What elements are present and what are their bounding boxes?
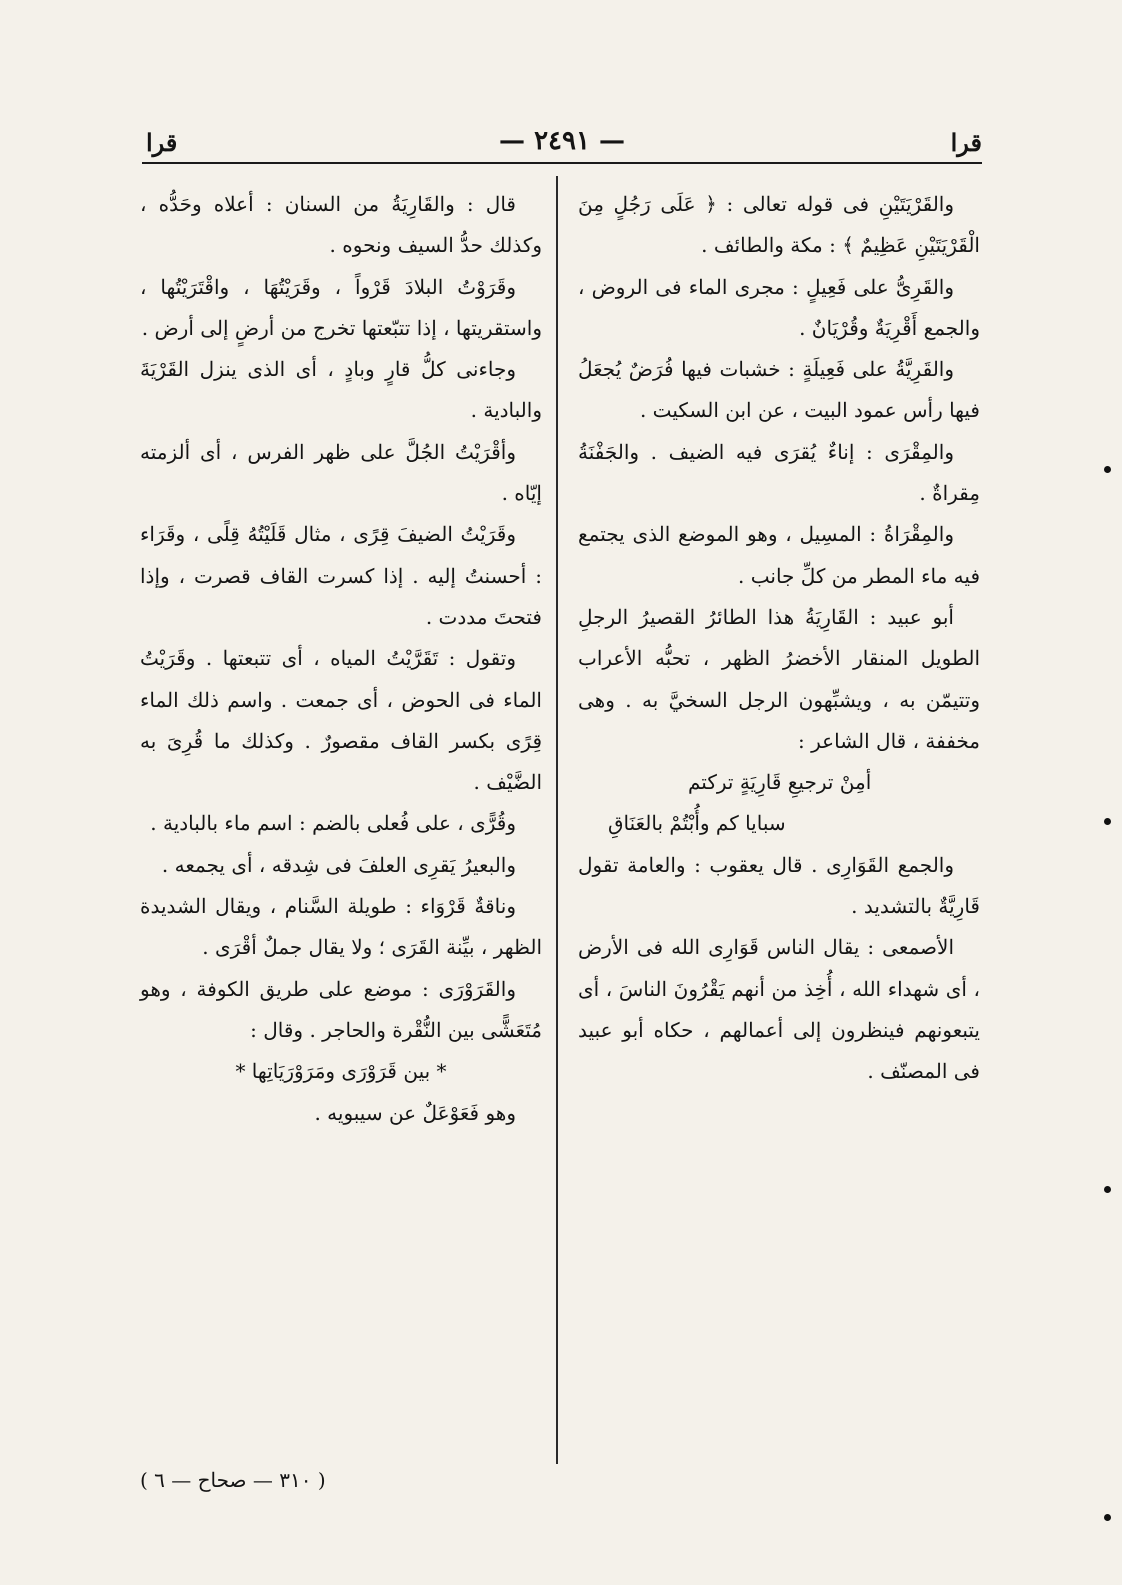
left-column xyxy=(140,184,542,1134)
margin-dot-mark xyxy=(1104,466,1111,473)
entry-paragraph: والقَرْيَتَيْنِ فى قوله تعالى : ﴿ عَلَى رَجُلٍ مِنَ الْقَرْيَتَيْنِ عَظِيمٌ ﴾ : مكة والطائف . xyxy=(578,192,980,258)
margin-dot-mark xyxy=(1104,1186,1111,1193)
entry-paragraph: قال : والقَارِيَةُ من السنان : أعلاه وحَدُّه ، وكذلك حدُّ السيف ونحوه . xyxy=(140,192,542,258)
entry-paragraph: وأقْرَيْتُ الجُلَّ على ظهر الفرس ، أى ألزمته إيّاه . xyxy=(140,439,542,506)
entry-paragraph: والقَرِيَّةُ على فَعِيلَةٍ : خشبات فيها فُرَضٌ يُجعَلُ فيها رأس عمود البيت ، عن ابن السكيت . xyxy=(578,357,980,423)
header-rule xyxy=(142,162,982,164)
entry-paragraph: وقَرَوْتُ البلادَ قَرْواً ، وقَرَيْتُهَا ، واقْتَرَيْتُها ، واستقريتها ، إذا تتبّعتها تخرج من أرضٍ إلى أرض . xyxy=(140,274,542,340)
margin-dot-mark xyxy=(1104,1514,1111,1521)
page-number: — ٢٤٩١ — xyxy=(499,126,625,156)
entry-paragraph: وناقةٌ قَرْوَاء : طويلة السَّنام ، ويقال الشديدة الظهر ، بيِّنة القَرَى ؛ ولا يقال جملٌ أقْرَى . xyxy=(140,894,542,960)
header-keyword-left: قرا xyxy=(146,128,178,157)
margin-dot-mark xyxy=(1104,818,1111,825)
entry-paragraph: وقَرَيْتُ الضيفَ قِرًى ، مثال قَلَيْتُهُ قِلًى ، وقَرَاء : أحسنتُ إليه . إذا كسرت القاف قصرت ، وإذا فتحتَ مددت . xyxy=(140,522,542,629)
right-column xyxy=(578,184,980,1093)
entry-paragraph: وقُرًّى ، على فُعلى بالضم : اسم ماء بالبادية . xyxy=(150,811,516,836)
page-header xyxy=(142,118,982,164)
header-keyword-right: قرا xyxy=(950,128,982,157)
entry-paragraph: والمِقْرَى : إناءٌ يُقرَى فيه الضيف . والجَفْنَةُ مِقراةٌ . xyxy=(578,439,980,506)
entry-paragraph: والبعيرُ يَقرِى العلفَ فى شِدقه ، أى يجمعه . xyxy=(161,852,516,877)
entry-paragraph: والقَرِىُّ على فَعِيلٍ : مجرى الماء فى الروض ، والجمع أَقْرِيَةٌ وقُرْيَانٌ . xyxy=(578,274,980,340)
verse-line: أمِنْ ترجيعِ قَارِيَةٍ تركتم xyxy=(688,770,872,795)
column-divider xyxy=(556,176,558,1464)
entry-paragraph: وجاءنى كلُّ قارٍ وبادٍ ، أى الذى ينزل القَرْيَةَ والبادية . xyxy=(140,357,542,423)
entry-paragraph: والقَرَوْرَى : موضع على طريق الكوفة ، وهو مُتَعَشًّى بين النُّقْرة والحاجر . وقال : xyxy=(140,976,542,1042)
entry-paragraph: والمِقْرَاةُ : المسِيل ، وهو الموضع الذى يجتمع فيه ماء المطر من كلِّ جانب . xyxy=(578,522,980,588)
entry-paragraph: الأصمعى : يقال الناس قَوَارِى الله فى الأرض ، أى شهداء الله ، أُخِذ من أنهم يَقْرُونَ الناسَ ، أى يتبعونهم فينظرون إلى أعمالهم ، حكاه أبو عبيد فى المصنّف . xyxy=(578,935,980,1084)
entry-paragraph: أبو عبيد : القَارِيَةُ هذا الطائرُ القصيرُ الرجلِ الطويل المنقار الأخضرُ الظهر ، تحبُّه الأعراب وتتيمّن به ، ويشبِّهون الرجل السخيَّ به . وهى مخففة ، قال الشاعر : xyxy=(578,604,980,753)
entry-paragraph: والجمع القَوَارِى . قال يعقوب : والعامة تقول قَارِيَّةٌ بالتشديد . xyxy=(578,852,980,919)
verse-line: سبايا كم وأُبْتُمْ بالعَنَاقِ xyxy=(608,811,786,836)
signature-footer: ( ٣١٠ — صحاح — ٦ ) xyxy=(140,1468,326,1492)
entry-paragraph: وهو فَعَوْعَلٌ عن سيبويه . xyxy=(314,1100,516,1125)
entry-paragraph: وتقول : تَقَرَّيْتُ المياه ، أى تتبعتها . وقَرَيْتُ الماء فى الحوض ، أى جمعت . واسم ذلك الماء قِرًى بكسر القاف مقصورٌ . وكذلك ما قُرِىَ به الضَّيْف . xyxy=(140,646,542,795)
verse-line: * بين قَرَوْرَى ومَرَوْرَيَاتِها * xyxy=(235,1059,447,1084)
